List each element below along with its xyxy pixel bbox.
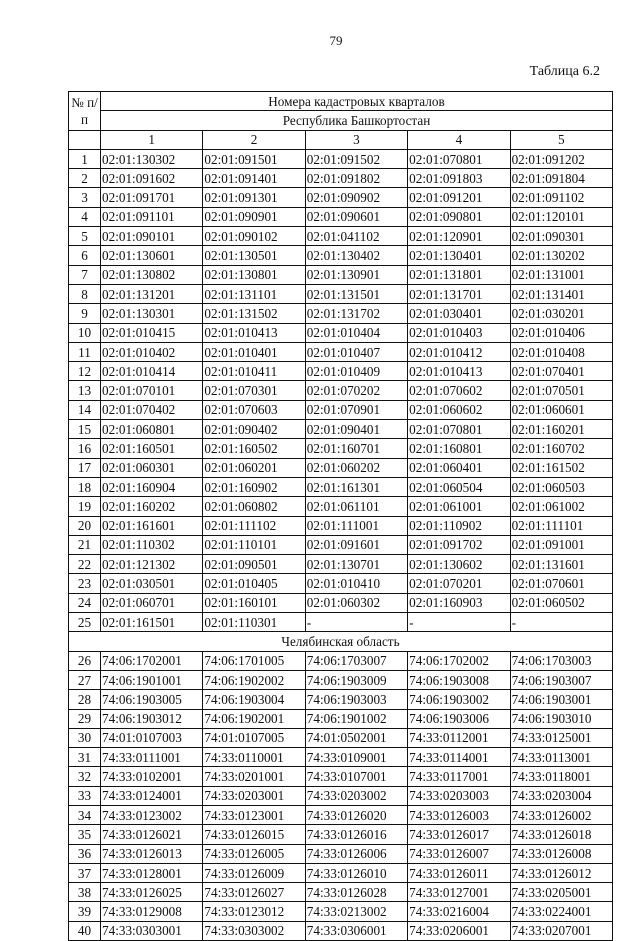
cadastral-number-cell: 74:33:0118001 xyxy=(510,767,612,786)
row-number: 32 xyxy=(69,767,101,786)
row-number: 12 xyxy=(69,362,101,381)
cadastral-number-cell: 74:33:0126015 xyxy=(203,825,305,844)
cadastral-number-cell: 02:01:060401 xyxy=(408,458,510,477)
row-number: 15 xyxy=(69,420,101,439)
cadastral-number-cell: 02:01:131701 xyxy=(408,284,510,303)
row-number: 38 xyxy=(69,883,101,902)
main-header: Номера кадастровых кварталов xyxy=(101,92,613,111)
row-number: 19 xyxy=(69,497,101,516)
cadastral-number-cell: 02:01:091804 xyxy=(510,169,612,188)
cadastral-number-cell: 74:06:1703007 xyxy=(305,651,407,670)
cadastral-number-cell: 02:01:090402 xyxy=(203,420,305,439)
cadastral-number-cell: 02:01:131401 xyxy=(510,284,612,303)
cadastral-number-cell: 02:01:091602 xyxy=(101,169,203,188)
cadastral-number-cell: 02:01:160904 xyxy=(101,477,203,496)
cadastral-number-cell: 02:01:130801 xyxy=(203,265,305,284)
cadastral-number-cell: 74:33:0126016 xyxy=(305,825,407,844)
cadastral-number-cell: 74:33:0126028 xyxy=(305,883,407,902)
cadastral-number-cell: 02:01:131702 xyxy=(305,304,407,323)
cadastral-number-cell: 02:01:131501 xyxy=(305,284,407,303)
cadastral-number-cell: 74:33:0203002 xyxy=(305,786,407,805)
cadastral-number-cell: 02:01:070402 xyxy=(101,400,203,419)
cadastral-number-cell: 74:06:1901002 xyxy=(305,709,407,728)
cadastral-number-cell: 74:33:0127001 xyxy=(408,883,510,902)
cadastral-number-cell: 02:01:120101 xyxy=(510,207,612,226)
table-row xyxy=(69,188,613,207)
row-number: 9 xyxy=(69,304,101,323)
cadastral-number-cell: 74:33:0114001 xyxy=(408,748,510,767)
cadastral-number-cell: 02:01:130602 xyxy=(408,555,510,574)
table-row xyxy=(69,439,613,458)
cadastral-number-cell: 02:01:070801 xyxy=(408,420,510,439)
cadastral-number-cell: 02:01:010415 xyxy=(101,323,203,342)
cadastral-number-cell: 74:33:0117001 xyxy=(408,767,510,786)
row-number: 27 xyxy=(69,670,101,689)
cadastral-number-cell: 02:01:060201 xyxy=(203,458,305,477)
table-row xyxy=(69,304,613,323)
table-row xyxy=(69,400,613,419)
cadastral-number-cell: 02:01:160902 xyxy=(203,477,305,496)
cadastral-number-cell: 02:01:010412 xyxy=(408,342,510,361)
cadastral-number-cell: 02:01:131001 xyxy=(510,265,612,284)
cadastral-number-cell: 02:01:091401 xyxy=(203,169,305,188)
cadastral-number-cell: 74:33:0113001 xyxy=(510,748,612,767)
cadastral-number-cell: 74:33:0123001 xyxy=(203,805,305,824)
cadastral-number-cell: 74:06:1903012 xyxy=(101,709,203,728)
cadastral-number-cell: 02:01:070901 xyxy=(305,400,407,419)
column-number: 1 xyxy=(101,130,203,149)
row-number: 23 xyxy=(69,574,101,593)
cadastral-number-cell: 02:01:091001 xyxy=(510,535,612,554)
cadastral-number-cell: 02:01:090102 xyxy=(203,227,305,246)
row-number: 16 xyxy=(69,439,101,458)
cadastral-number-cell: 02:01:131502 xyxy=(203,304,305,323)
cadastral-number-cell: 74:33:0123012 xyxy=(203,902,305,921)
row-number: 33 xyxy=(69,786,101,805)
cadastral-number-cell: 02:01:160702 xyxy=(510,439,612,458)
cadastral-number-cell: 02:01:091601 xyxy=(305,535,407,554)
cadastral-number-cell: 02:01:060602 xyxy=(408,400,510,419)
cadastral-number-cell: 74:33:0123002 xyxy=(101,805,203,824)
column-number: 2 xyxy=(203,130,305,149)
cadastral-number-cell: 74:06:1903010 xyxy=(510,709,612,728)
cadastral-number-cell: 02:01:070603 xyxy=(203,400,305,419)
cadastral-number-cell: 02:01:130402 xyxy=(305,246,407,265)
table-row xyxy=(69,844,613,863)
row-number: 37 xyxy=(69,863,101,882)
table-header xyxy=(69,92,613,150)
table-row xyxy=(69,227,613,246)
cadastral-number-cell: 02:01:090601 xyxy=(305,207,407,226)
cadastral-number-cell: 02:01:090801 xyxy=(408,207,510,226)
cadastral-number-cell: 74:33:0126017 xyxy=(408,825,510,844)
row-number: 1 xyxy=(69,149,101,168)
cadastral-number-cell: 02:01:110902 xyxy=(408,516,510,535)
table-row xyxy=(69,651,613,670)
cadastral-number-cell: 74:33:0303001 xyxy=(101,921,203,940)
row-number: 10 xyxy=(69,323,101,342)
cadastral-number-cell: 02:01:010413 xyxy=(203,323,305,342)
cadastral-number-cell: 02:01:131801 xyxy=(408,265,510,284)
table-row xyxy=(69,169,613,188)
cadastral-number-cell: 02:01:130301 xyxy=(101,304,203,323)
row-number: 39 xyxy=(69,902,101,921)
table-row xyxy=(69,690,613,709)
row-number: 11 xyxy=(69,342,101,361)
cadastral-number-cell: 02:01:010407 xyxy=(305,342,407,361)
cadastral-number-cell: 02:01:161501 xyxy=(101,613,203,632)
cadastral-number-cell: 74:06:1702001 xyxy=(101,651,203,670)
cadastral-number-cell: 74:33:0303002 xyxy=(203,921,305,940)
cadastral-number-cell: 02:01:091802 xyxy=(305,169,407,188)
cadastral-number-cell: 02:01:060801 xyxy=(101,420,203,439)
cadastral-number-cell: 74:06:1903008 xyxy=(408,670,510,689)
table-row xyxy=(69,420,613,439)
table-row xyxy=(69,883,613,902)
cadastral-number-cell: 74:33:0203001 xyxy=(203,786,305,805)
row-number: 24 xyxy=(69,593,101,612)
cadastral-number-cell: 74:06:1903006 xyxy=(408,709,510,728)
cadastral-number-cell: 02:01:161502 xyxy=(510,458,612,477)
cadastral-number-cell: 74:06:1903004 xyxy=(203,690,305,709)
cadastral-number-cell: 02:01:010409 xyxy=(305,362,407,381)
table-row xyxy=(69,748,613,767)
table-row xyxy=(69,342,613,361)
cadastral-number-cell: 02:01:070801 xyxy=(408,149,510,168)
cadastral-number-cell: 02:01:160502 xyxy=(203,439,305,458)
cadastral-number-cell: 74:33:0306001 xyxy=(305,921,407,940)
cadastral-number-cell: 74:33:0224001 xyxy=(510,902,612,921)
cadastral-number-cell: 02:01:041102 xyxy=(305,227,407,246)
row-number: 5 xyxy=(69,227,101,246)
table-row xyxy=(69,825,613,844)
cadastral-number-cell: 02:01:160701 xyxy=(305,439,407,458)
region-header: Республика Башкортостан xyxy=(101,111,613,130)
cadastral-number-cell: 74:06:1902001 xyxy=(203,709,305,728)
cadastral-number-cell: 02:01:130501 xyxy=(203,246,305,265)
cadastral-number-cell: 74:33:0111001 xyxy=(101,748,203,767)
cadastral-number-cell: 74:06:1703003 xyxy=(510,651,612,670)
table-row xyxy=(69,709,613,728)
row-number: 36 xyxy=(69,844,101,863)
cadastral-number-cell: 02:01:130202 xyxy=(510,246,612,265)
table-row xyxy=(69,265,613,284)
table-row xyxy=(69,786,613,805)
cadastral-number-cell: 74:01:0107005 xyxy=(203,728,305,747)
cadastral-number-cell: 02:01:090301 xyxy=(510,227,612,246)
table-row xyxy=(69,458,613,477)
cadastral-number-cell: 74:01:0502001 xyxy=(305,728,407,747)
cadastral-number-cell: 02:01:010406 xyxy=(510,323,612,342)
cadastral-number-cell: 74:33:0102001 xyxy=(101,767,203,786)
column-number: 4 xyxy=(408,130,510,149)
cadastral-number-cell: 74:33:0126011 xyxy=(408,863,510,882)
cadastral-number-cell: 02:01:091502 xyxy=(305,149,407,168)
row-number: 30 xyxy=(69,728,101,747)
cadastral-number-cell: 74:33:0126008 xyxy=(510,844,612,863)
cadastral-number-cell: 02:01:060504 xyxy=(408,477,510,496)
cadastral-number-cell: 74:33:0126007 xyxy=(408,844,510,863)
row-number: 17 xyxy=(69,458,101,477)
cadastral-number-cell: 74:33:0129008 xyxy=(101,902,203,921)
cadastral-number-cell: 02:01:091501 xyxy=(203,149,305,168)
cadastral-number-cell: 02:01:010414 xyxy=(101,362,203,381)
cadastral-number-cell: 02:01:090902 xyxy=(305,188,407,207)
cadastral-number-cell: 02:01:130701 xyxy=(305,555,407,574)
table-body xyxy=(69,149,613,940)
cadastral-number-cell: 74:33:0126002 xyxy=(510,805,612,824)
cadastral-number-cell: 02:01:070301 xyxy=(203,381,305,400)
cadastral-quarters-table xyxy=(68,91,613,941)
column-number: 5 xyxy=(510,130,612,149)
cadastral-number-cell: - xyxy=(408,613,510,632)
cadastral-number-cell: 02:01:131201 xyxy=(101,284,203,303)
cadastral-number-cell: 02:01:070101 xyxy=(101,381,203,400)
cadastral-number-cell: 74:33:0126027 xyxy=(203,883,305,902)
table-row xyxy=(69,902,613,921)
cadastral-number-cell: 02:01:010403 xyxy=(408,323,510,342)
table-row xyxy=(69,207,613,226)
cadastral-number-cell: 02:01:121302 xyxy=(101,555,203,574)
cadastral-number-cell: 02:01:070401 xyxy=(510,362,612,381)
cadastral-number-cell: 02:01:111102 xyxy=(203,516,305,535)
cadastral-number-cell: 74:33:0203003 xyxy=(408,786,510,805)
table-row xyxy=(69,535,613,554)
cadastral-number-cell: 02:01:090401 xyxy=(305,420,407,439)
row-number: 25 xyxy=(69,613,101,632)
cadastral-number-cell: 74:33:0126003 xyxy=(408,805,510,824)
cadastral-number-cell: 74:33:0216004 xyxy=(408,902,510,921)
cadastral-number-cell: 74:33:0124001 xyxy=(101,786,203,805)
cadastral-number-cell: 74:06:1702002 xyxy=(408,651,510,670)
cadastral-number-cell: - xyxy=(510,613,612,632)
row-number: 34 xyxy=(69,805,101,824)
cadastral-number-cell: 74:06:1903005 xyxy=(101,690,203,709)
cadastral-number-cell: 02:01:130401 xyxy=(408,246,510,265)
row-number: 26 xyxy=(69,651,101,670)
table-row xyxy=(69,593,613,612)
cadastral-number-cell: 02:01:060301 xyxy=(101,458,203,477)
cadastral-number-cell: 02:01:091701 xyxy=(101,188,203,207)
cadastral-number-cell: 74:33:0126012 xyxy=(510,863,612,882)
table-row xyxy=(69,613,613,632)
cadastral-number-cell: 02:01:060802 xyxy=(203,497,305,516)
table-row xyxy=(69,497,613,516)
cadastral-number-cell: 74:06:1903002 xyxy=(408,690,510,709)
cadastral-number-cell: 02:01:160201 xyxy=(510,420,612,439)
row-number: 7 xyxy=(69,265,101,284)
cadastral-number-cell: 74:33:0207001 xyxy=(510,921,612,940)
cadastral-number-cell: 74:33:0110001 xyxy=(203,748,305,767)
cadastral-number-cell: 74:33:0126010 xyxy=(305,863,407,882)
cadastral-number-cell: 02:01:160903 xyxy=(408,593,510,612)
cadastral-number-cell: 74:33:0206001 xyxy=(408,921,510,940)
cadastral-number-cell: 02:01:091102 xyxy=(510,188,612,207)
cadastral-number-cell: 74:06:1903003 xyxy=(305,690,407,709)
row-number: 18 xyxy=(69,477,101,496)
cadastral-number-cell: 02:01:060202 xyxy=(305,458,407,477)
cadastral-number-cell: 74:33:0126021 xyxy=(101,825,203,844)
cadastral-number-cell: 02:01:090501 xyxy=(203,555,305,574)
row-number: 8 xyxy=(69,284,101,303)
cadastral-number-cell: 74:06:1903001 xyxy=(510,690,612,709)
region-row xyxy=(69,632,613,651)
cadastral-number-cell: 02:01:160202 xyxy=(101,497,203,516)
cadastral-number-cell: 02:01:010410 xyxy=(305,574,407,593)
row-number: 28 xyxy=(69,690,101,709)
cadastral-number-cell: 74:33:0201001 xyxy=(203,767,305,786)
table-row xyxy=(69,574,613,593)
cadastral-number-cell: 02:01:060302 xyxy=(305,593,407,612)
cadastral-number-cell: 02:01:070601 xyxy=(510,574,612,593)
cadastral-number-cell: 02:01:060601 xyxy=(510,400,612,419)
cadastral-number-cell: 02:01:091702 xyxy=(408,535,510,554)
cadastral-number-cell: 02:01:130302 xyxy=(101,149,203,168)
cadastral-number-cell: 02:01:091301 xyxy=(203,188,305,207)
cadastral-number-cell: 02:01:130901 xyxy=(305,265,407,284)
cadastral-number-cell: 74:33:0213002 xyxy=(305,902,407,921)
cadastral-number-cell: 74:33:0112001 xyxy=(408,728,510,747)
cadastral-number-cell: 02:01:130802 xyxy=(101,265,203,284)
cadastral-number-cell: 02:01:010402 xyxy=(101,342,203,361)
cadastral-number-cell: 02:01:070501 xyxy=(510,381,612,400)
table-row xyxy=(69,323,613,342)
cadastral-number-cell: 02:01:090901 xyxy=(203,207,305,226)
cadastral-number-cell: 02:01:010405 xyxy=(203,574,305,593)
column-number-blank xyxy=(69,130,101,149)
cadastral-number-cell: 02:01:110302 xyxy=(101,535,203,554)
cadastral-number-cell: - xyxy=(305,613,407,632)
cadastral-number-cell: 74:33:0107001 xyxy=(305,767,407,786)
cadastral-number-cell: 02:01:010413 xyxy=(408,362,510,381)
cadastral-number-cell: 02:01:030501 xyxy=(101,574,203,593)
row-number: 3 xyxy=(69,188,101,207)
cadastral-number-cell: 02:01:091201 xyxy=(408,188,510,207)
cadastral-number-cell: 02:01:010404 xyxy=(305,323,407,342)
cadastral-number-cell: 74:33:0205001 xyxy=(510,883,612,902)
row-number: 31 xyxy=(69,748,101,767)
cadastral-number-cell: 74:33:0126025 xyxy=(101,883,203,902)
cadastral-number-cell: 02:01:061002 xyxy=(510,497,612,516)
cadastral-number-cell: 74:33:0203004 xyxy=(510,786,612,805)
cadastral-number-cell: 02:01:160501 xyxy=(101,439,203,458)
table-row xyxy=(69,863,613,882)
row-number: 2 xyxy=(69,169,101,188)
table-row xyxy=(69,149,613,168)
cadastral-number-cell: 74:01:0107003 xyxy=(101,728,203,747)
table-row xyxy=(69,921,613,940)
cadastral-number-cell: 02:01:111101 xyxy=(510,516,612,535)
cadastral-number-cell: 02:01:070201 xyxy=(408,574,510,593)
cadastral-number-cell: 02:01:161601 xyxy=(101,516,203,535)
cadastral-number-cell: 02:01:160101 xyxy=(203,593,305,612)
region-title: Челябинская область xyxy=(69,632,613,651)
cadastral-number-cell: 02:01:091101 xyxy=(101,207,203,226)
cadastral-number-cell: 02:01:070602 xyxy=(408,381,510,400)
cadastral-number-cell: 74:06:1902002 xyxy=(203,670,305,689)
cadastral-number-cell: 74:33:0125001 xyxy=(510,728,612,747)
page-number: 79 xyxy=(329,33,343,48)
table-row xyxy=(69,805,613,824)
cadastral-number-cell: 02:01:110301 xyxy=(203,613,305,632)
cadastral-number-cell: 02:01:130601 xyxy=(101,246,203,265)
cadastral-number-cell: 02:01:030201 xyxy=(510,304,612,323)
cadastral-number-cell: 02:01:030401 xyxy=(408,304,510,323)
table-row xyxy=(69,362,613,381)
table-row xyxy=(69,767,613,786)
table-caption: Таблица 6.2 xyxy=(529,64,600,79)
cadastral-number-cell: 74:06:1901001 xyxy=(101,670,203,689)
row-number: 35 xyxy=(69,825,101,844)
cadastral-number-cell: 02:01:060503 xyxy=(510,477,612,496)
row-number: 20 xyxy=(69,516,101,535)
row-number: 13 xyxy=(69,381,101,400)
cadastral-number-cell: 74:33:0126020 xyxy=(305,805,407,824)
cadastral-number-cell: 02:01:010401 xyxy=(203,342,305,361)
row-number: 29 xyxy=(69,709,101,728)
table-row xyxy=(69,555,613,574)
row-number: 4 xyxy=(69,207,101,226)
cadastral-number-cell: 02:01:091803 xyxy=(408,169,510,188)
cadastral-number-cell: 02:01:131601 xyxy=(510,555,612,574)
cadastral-number-cell: 74:33:0126018 xyxy=(510,825,612,844)
cadastral-number-cell: 74:33:0126006 xyxy=(305,844,407,863)
row-number: 22 xyxy=(69,555,101,574)
cadastral-number-cell: 02:01:070202 xyxy=(305,381,407,400)
table-row xyxy=(69,516,613,535)
cadastral-number-cell: 74:06:1701005 xyxy=(203,651,305,670)
row-number: 6 xyxy=(69,246,101,265)
cadastral-number-cell: 02:01:161301 xyxy=(305,477,407,496)
cadastral-number-cell: 02:01:110101 xyxy=(203,535,305,554)
cadastral-number-cell: 02:01:091202 xyxy=(510,149,612,168)
cadastral-number-cell: 74:33:0128001 xyxy=(101,863,203,882)
table-row xyxy=(69,728,613,747)
table-row xyxy=(69,381,613,400)
cadastral-number-cell: 02:01:060502 xyxy=(510,593,612,612)
table-row xyxy=(69,670,613,689)
cadastral-number-cell: 74:06:1903009 xyxy=(305,670,407,689)
cadastral-number-cell: 02:01:160801 xyxy=(408,439,510,458)
cadastral-number-cell: 02:01:131101 xyxy=(203,284,305,303)
column-number: 3 xyxy=(305,130,407,149)
cadastral-number-cell: 02:01:120901 xyxy=(408,227,510,246)
cadastral-number-cell: 74:33:0126013 xyxy=(101,844,203,863)
cadastral-number-cell: 02:01:061001 xyxy=(408,497,510,516)
cadastral-number-cell: 74:06:1903007 xyxy=(510,670,612,689)
row-number: 14 xyxy=(69,400,101,419)
cadastral-number-cell: 74:33:0126009 xyxy=(203,863,305,882)
row-number-header: № п/п xyxy=(69,92,101,131)
cadastral-number-cell: 02:01:090101 xyxy=(101,227,203,246)
cadastral-number-cell: 02:01:061101 xyxy=(305,497,407,516)
table-row xyxy=(69,477,613,496)
cadastral-number-cell: 74:33:0109001 xyxy=(305,748,407,767)
row-number: 40 xyxy=(69,921,101,940)
cadastral-number-cell: 02:01:060701 xyxy=(101,593,203,612)
cadastral-number-cell: 02:01:010408 xyxy=(510,342,612,361)
table-row xyxy=(69,246,613,265)
cadastral-number-cell: 74:33:0126005 xyxy=(203,844,305,863)
cadastral-number-cell: 02:01:010411 xyxy=(203,362,305,381)
table-row xyxy=(69,284,613,303)
cadastral-number-cell: 02:01:111001 xyxy=(305,516,407,535)
row-number: 21 xyxy=(69,535,101,554)
